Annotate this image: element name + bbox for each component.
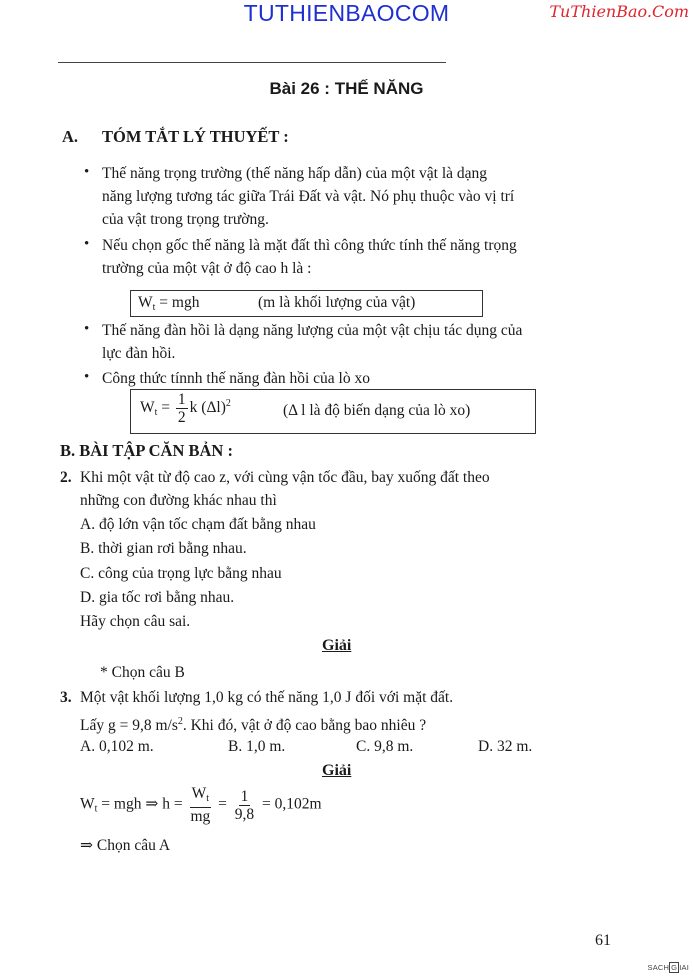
question-2-instruction: Hãy chọn câu sai. [80,613,191,630]
question-3-number: 3. [60,689,72,706]
bullet-icon: • [84,164,90,180]
header-divider [58,62,446,63]
footer-watermark: SACH G IAI [647,963,689,972]
bullet-1-line-1: Thế năng trọng trường (thế năng hấp dẫn) của một vật là dạng [102,165,488,182]
question-3-answer: ⇒ Chọn câu A [80,837,171,854]
brand-logo: TuThienBao.Com [549,2,689,21]
page-number: 61 [595,932,611,949]
section-a-heading: TÓM TẮT LÝ THUYẾT : [102,127,289,146]
question-3-stem-line-2: Lấy g = 9,8 $m/s^2$. Khi đó, vật ở độ cao bằng bao nhiêu ? [80,716,427,734]
question-2-option-d: D. gia tốc rơi bằng nhau. [80,589,235,606]
question-3-option-b: B. 1,0 m. [228,738,286,755]
bullet-icon: • [84,236,90,252]
question-2-solution-label: Giải [322,637,352,654]
site-title: TUTHIENBAOCOM [243,0,450,26]
question-2-stem-line-1: Khi một vật từ độ cao z, với cùng vận tốc đầu, bay xuống đất theo [80,469,490,486]
question-3-solution-label: Giải [322,762,352,779]
formula-elastic-note: (Δ l là độ biến dạng của lò xo) [283,402,471,419]
bullet-icon: • [84,321,90,337]
lesson-title: Bài 26 : THẾ NĂNG [269,79,424,98]
question-2-number: 2. [60,469,72,486]
question-3-option-c: C. 9,8 m. [356,738,414,755]
bullet-4-line-1: Công thức tínnh thế năng đàn hồi của lò xo [102,370,370,387]
bullet-1-line-2: năng lượng tương tác giữa Trái Đất và vật. Nó phụ thuộc vào vị trí [102,188,515,205]
bullet-3-line-1: Thế năng đàn hồi là dạng năng lượng của một vật chịu tác dụng của [102,322,523,339]
bullet-icon: • [84,369,90,385]
question-2-option-c: C. công của trọng lực bằng nhau [80,565,282,582]
formula-gravity: $W_t$ = mgh [138,294,200,313]
formula-gravity-note: (m là khối lượng của vật) [258,294,416,311]
question-3-option-d: D. 32 m. [478,738,533,755]
formula-elastic: $W_t$ = $\frac{1}{2}$ k $(\Delta l)^2$ [140,391,231,426]
question-2-option-b: B. thời gian rơi bằng nhau. [80,540,247,557]
bullet-2-line-2: trường của một vật ở độ cao h là : [102,260,312,277]
question-3-option-a: A. 0,102 m. [80,738,154,755]
question-2-answer: * Chọn câu B [100,664,185,681]
question-2-option-a: A. độ lớn vận tốc chạm đất bằng nhau [80,516,316,533]
section-a-number: A. [62,127,79,146]
question-2-stem-line-2: những con đường khác nhau thì [80,492,277,509]
bullet-2-line-1: Nếu chọn gốc thế năng là mặt đất thì công thức tính thế năng trọng [102,237,517,254]
section-b-heading: B. BÀI TẬP CĂN BẢN : [60,441,233,460]
bullet-3-line-2: lực đàn hồi. [102,345,176,362]
question-3-stem-line-1: Một vật khối lượng 1,0 kg có thế năng 1,0 J đối với mặt đất. [80,689,454,706]
question-3-work: $W_t$ = mgh ⇒ h = $\frac{W_t}{mg}$ = $\frac{1}{9,8}$ = 0,102m [80,785,322,825]
bullet-1-line-3: của vật trong trọng trường. [102,211,269,228]
